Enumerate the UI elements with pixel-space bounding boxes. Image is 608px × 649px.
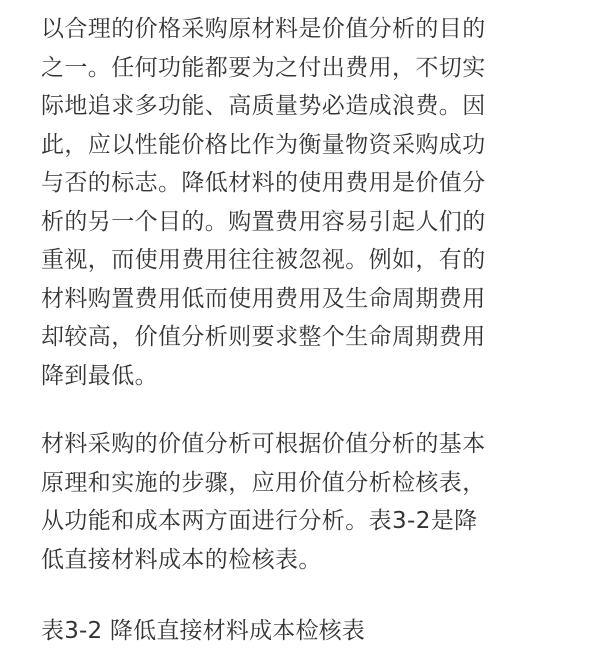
- text-line: 与否的标志。降低材料的使用费用是价值分: [41, 170, 486, 196]
- text-line: 际地追求多功能、高质量势必造成浪费。因: [41, 93, 486, 119]
- text-line: 降到最低。: [41, 362, 158, 389]
- text-line: 以合理的价格采购原材料是价值分析的目的: [41, 16, 486, 42]
- text-line: 低直接材料成本的检核表。: [41, 546, 322, 573]
- text-line: 却较高，价值分析则要求整个生命周期费用: [41, 324, 486, 350]
- text-line: 从功能和成本两方面进行分析。表3-2是降: [41, 508, 478, 534]
- text-line: 原理和实施的步骤，应用价值分析检核表，: [41, 469, 486, 496]
- text-line: 之一。任何功能都要为之付出费用，不切实: [41, 54, 486, 81]
- text-line: 析的另一个目的。购置费用容易引起人们的: [41, 208, 486, 235]
- text-line: 重视，而使用费用往往被忽视。例如，有的: [41, 247, 486, 273]
- text-line: 此，应以性能价格比作为衡量物资采购成功: [41, 131, 486, 158]
- table-caption: 表3-2 降低直接材料成本检核表: [41, 618, 366, 644]
- text-line: 材料采购的价值分析可根据价值分析的基本: [41, 431, 486, 457]
- text-line: 材料购置费用低而使用费用及生命周期费用: [41, 285, 486, 312]
- article-body: [41, 10, 571, 649]
- paragraph-value-analysis-purpose: [41, 10, 571, 395]
- paragraph-checklist-intro: [41, 425, 571, 579]
